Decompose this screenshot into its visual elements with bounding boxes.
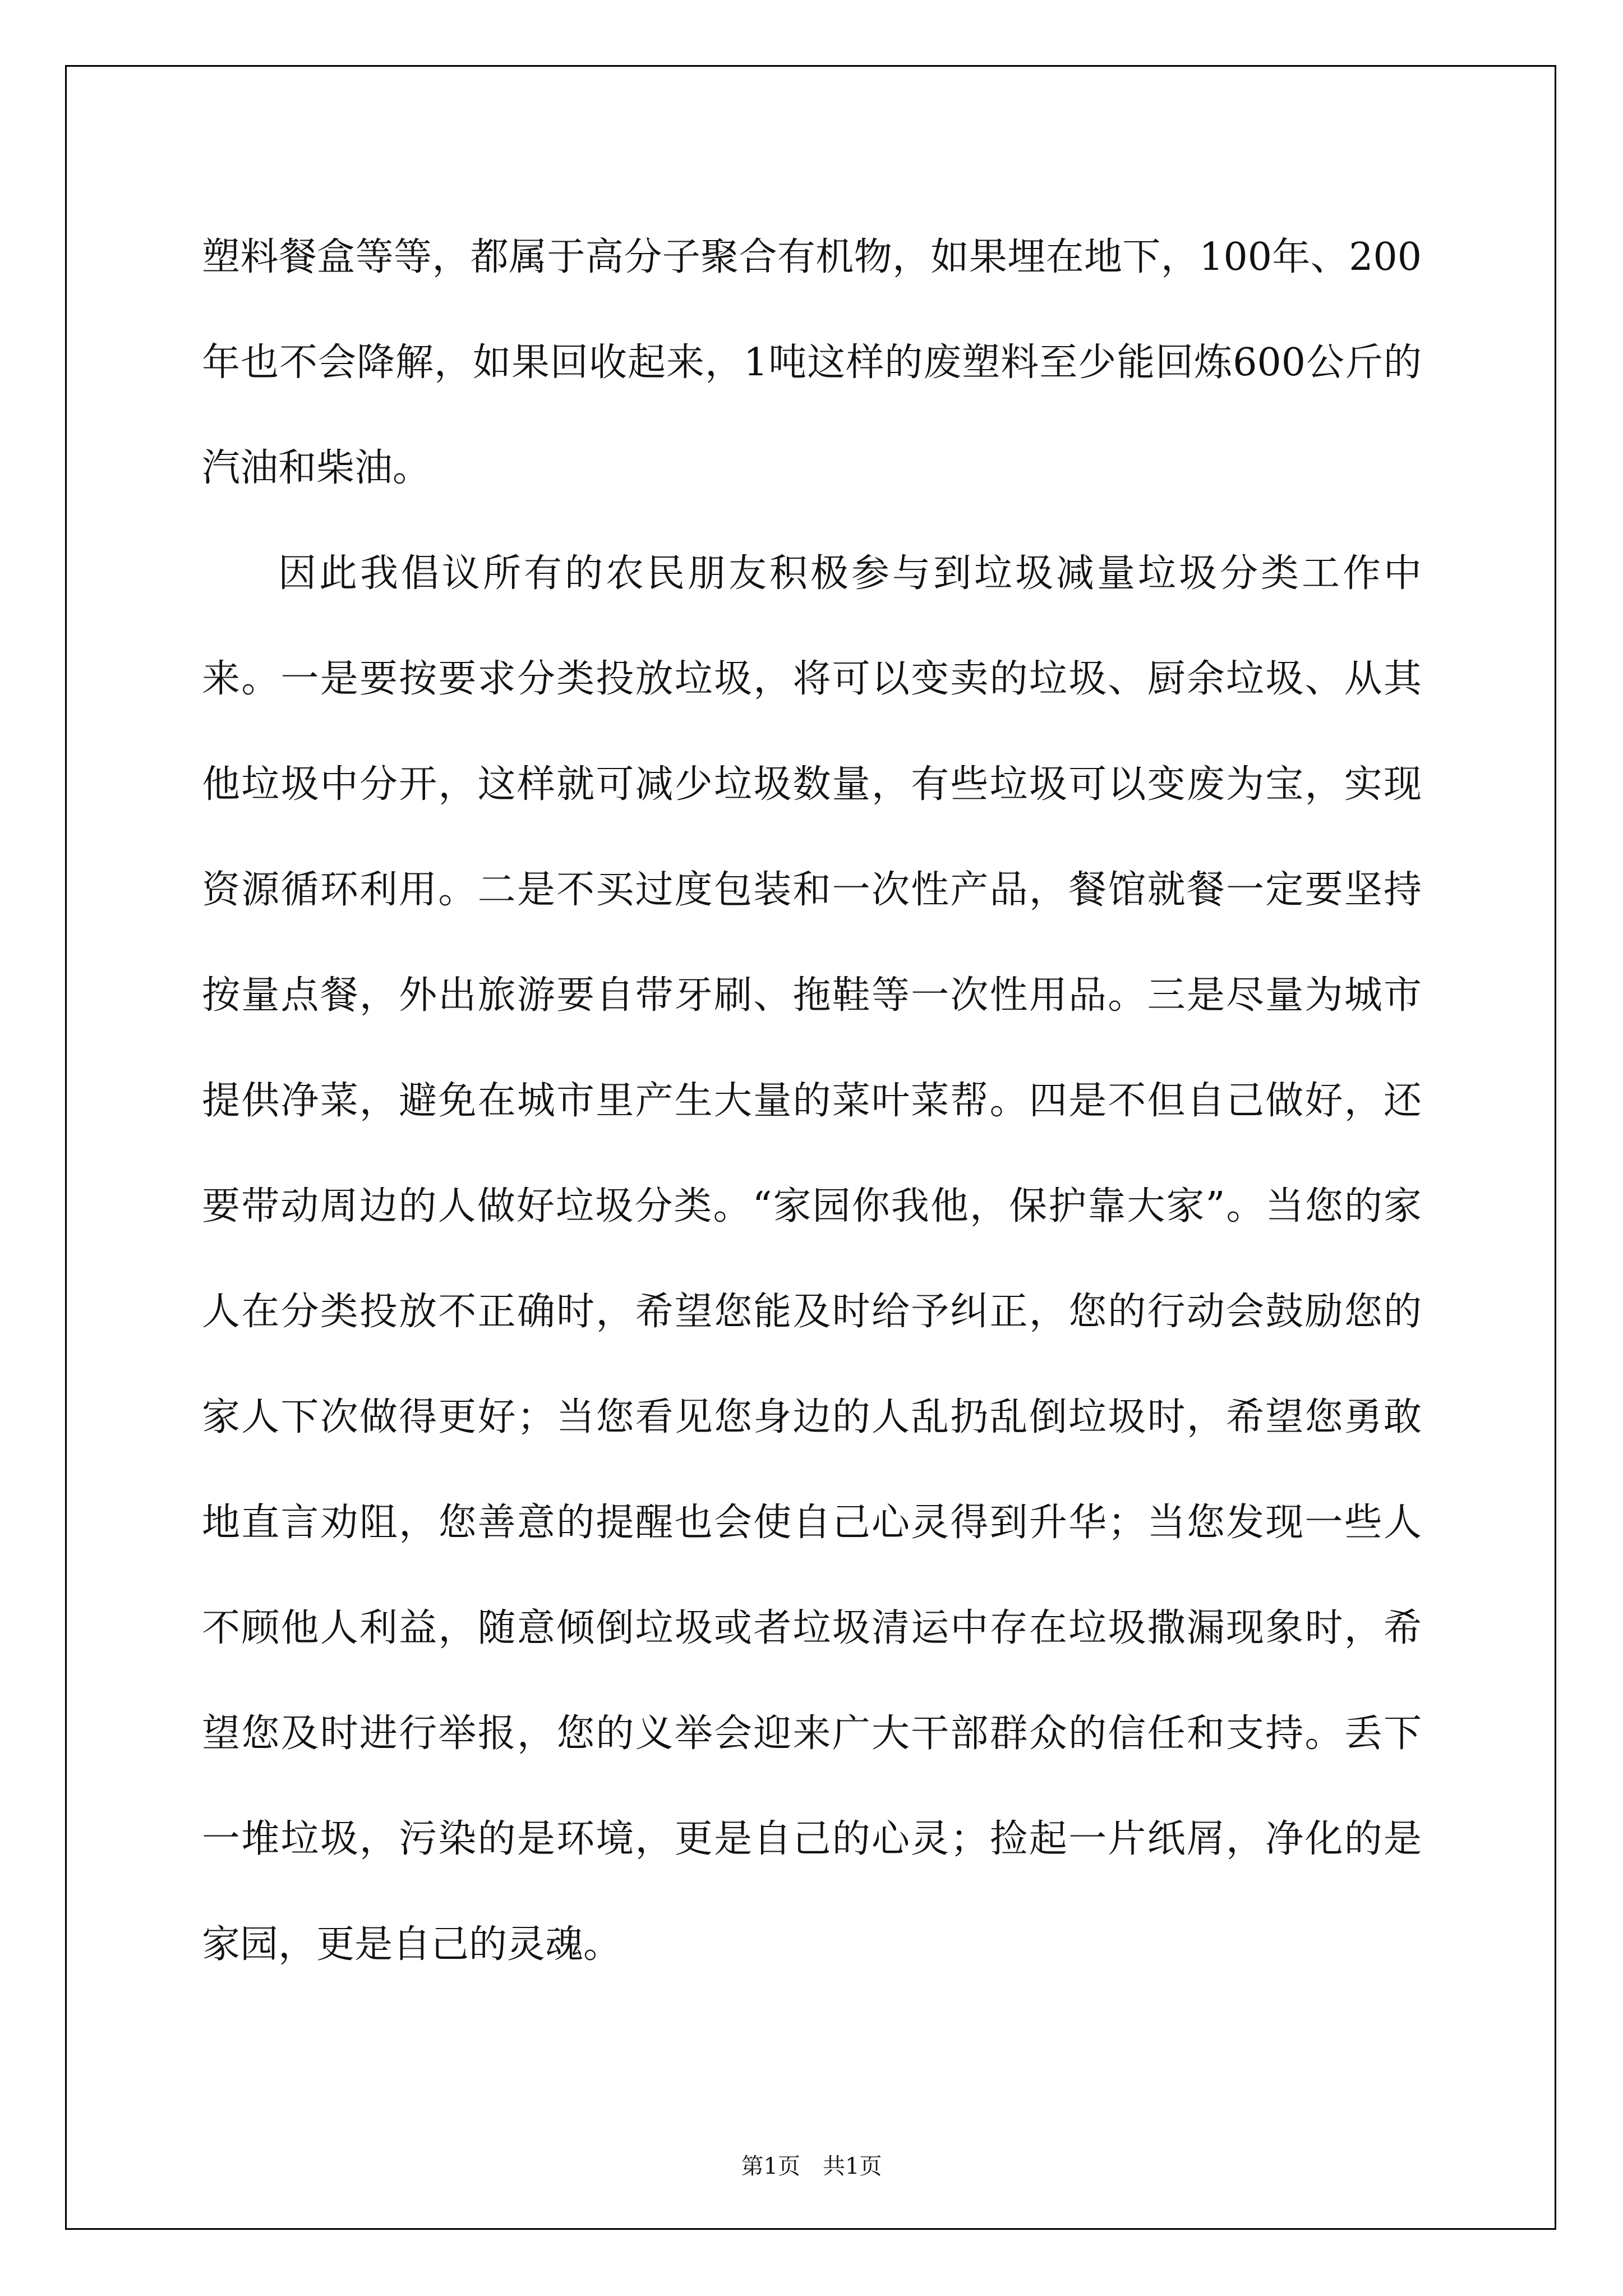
page-footer: 第1页 共1页	[741, 2154, 882, 2179]
paragraph-plastics: 塑料餐盒等等，都属于高分子聚合有机物，如果埋在地下，100年、200年也不会降解，如果回收起来，1吨这样的废塑料至少能回炼600公斤的汽油和柴油。	[202, 235, 1422, 490]
document-body	[202, 205, 1422, 1998]
paragraph-proposal: 因此我倡议所有的农民朋友积极参与到垃圾减量垃圾分类工作中来。一是要按要求分类投放垃圾，将可以变卖的垃圾、厨余垃圾、从其他垃圾中分开，这样就可减少垃圾数量，有些垃圾可以变废为宝，实现资源循环利用。二是不买过度包装和一次性产品，餐馆就餐一定要坚持按量点餐，外出旅游要自带牙刷、拖鞋等一次性用品。三是尽量为城市提供净菜，避免在城市里产生大量的菜叶菜帮。四是不但自己做好，还要带动周边的人做好垃圾分类。“家园你我他，保护靠大家”。当您的家人在分类投放不正确时，希望您能及时给予纠正，您的行动会鼓励您的家人下次做得更好；当您看见您身边的人乱扔乱倒垃圾时，希望您勇敢地直言劝阻，您善意的提醒也会使自己心灵得到升华；当您发现一些人不顾他人利益，随意倾倒垃圾或者垃圾清运中存在垃圾撒漏现象时，希望您及时进行举报，您的义举会迎来广大干部群众的信任和支持。丢下一堆垃圾，污染的是环境，更是自己的心灵；捡起一片纸屑，净化的是家园，更是自己的灵魂。	[202, 551, 1422, 1967]
